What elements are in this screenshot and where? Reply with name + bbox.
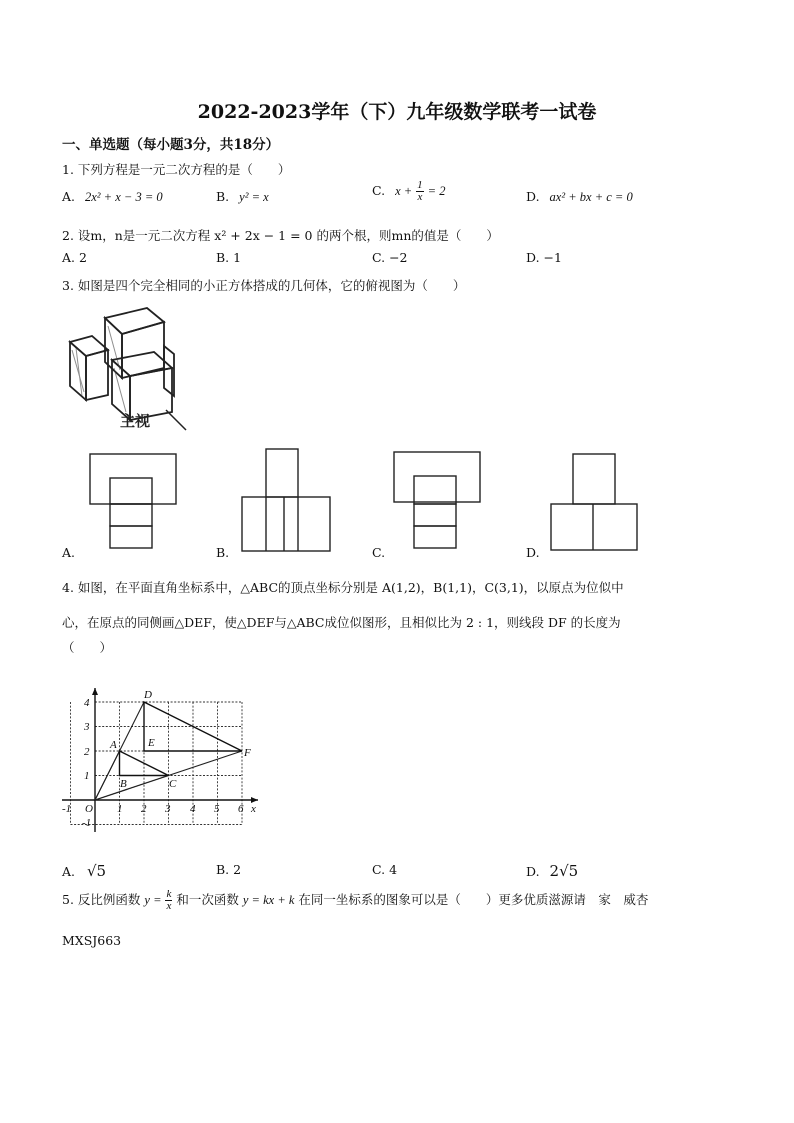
point-c-label: C bbox=[169, 778, 177, 790]
y-tick-neg1: -1 bbox=[82, 817, 92, 829]
y-tick-3: 3 bbox=[84, 721, 90, 733]
q3-option-b-figure bbox=[236, 445, 336, 555]
q3-option-a-label: A. bbox=[62, 545, 76, 560]
origin-label: O bbox=[85, 803, 93, 815]
q1-fraction-numerator: 1 bbox=[417, 179, 423, 191]
question-3-stem: 3. 如图是四个完全相同的小正方体搭成的几何体，它的俯视图为（ ） bbox=[62, 278, 466, 293]
q1-option-a bbox=[62, 189, 163, 205]
q4-option-c: C. 4 bbox=[372, 862, 398, 877]
q2-option-a: A. 2 bbox=[62, 250, 87, 265]
q3-option-c-figure bbox=[388, 448, 488, 553]
question-4-stem-line2: 心，在原点的同侧画△DEF，使△DEF与△ABC成位似图形，且相似比为 2 : 1，则线段 DF 的长度为 bbox=[62, 615, 621, 630]
question-2-stem: 2. 设m，n是一元二次方程 x² + 2x − 1 = 0 的两个根，则mn的值是（ ） bbox=[62, 228, 499, 243]
q4-coordinate-graph bbox=[58, 666, 268, 836]
x-tick-3: 3 bbox=[165, 803, 171, 815]
question-4-stem-line1: 4. 如图，在平面直角坐标系中，△ABC的顶点坐标分别是 A(1,2)，B(1,1)，C(3,1)，以原点为位似中 bbox=[62, 580, 624, 595]
q1-option-a-text: 2x² + x − 3 = 0 bbox=[85, 190, 163, 204]
point-f-label: F bbox=[244, 747, 251, 759]
question-5-stem bbox=[62, 889, 648, 912]
q4-option-a-text: √5 bbox=[87, 862, 107, 880]
x-tick-5: 5 bbox=[214, 803, 220, 815]
y-tick-2: 2 bbox=[84, 746, 90, 758]
point-a-label: A bbox=[110, 739, 117, 751]
q5-stem-middle: 和一次函数 bbox=[176, 892, 239, 907]
q1-option-a-label: A. bbox=[62, 189, 76, 204]
q5-fraction-denominator: x bbox=[166, 900, 172, 912]
q1-option-d bbox=[526, 189, 633, 205]
x-axis-label: x bbox=[251, 803, 256, 815]
q4-option-a bbox=[62, 862, 106, 880]
section-heading: 一、单选题（每小题3分，共18分） bbox=[62, 137, 280, 153]
q5-function-y: y = bbox=[144, 893, 162, 907]
q3-option-a-figure bbox=[84, 448, 184, 553]
question-1-stem: 1. 下列方程是一元二次方程的是（ ） bbox=[62, 162, 291, 177]
front-view-label: 主视 bbox=[120, 414, 151, 430]
question-4-stem-line3: （ ） bbox=[62, 640, 113, 655]
q1-option-c-pre: x + bbox=[395, 184, 413, 198]
q2-option-c: C. −2 bbox=[372, 250, 408, 265]
q1-option-c bbox=[372, 180, 445, 203]
q4-option-a-label: A. bbox=[62, 864, 76, 879]
q3-option-c-label: C. bbox=[372, 545, 386, 560]
point-d-label: D bbox=[144, 689, 152, 701]
q1-option-b bbox=[216, 189, 269, 205]
q1-option-c-label: C. bbox=[372, 183, 386, 198]
q5-fraction bbox=[165, 889, 172, 912]
q5-linear-function: y = kx + k bbox=[242, 893, 295, 907]
y-tick-4: 4 bbox=[84, 697, 90, 709]
q3-option-d-label: D. bbox=[526, 545, 540, 560]
q2-option-d: D. −1 bbox=[526, 250, 562, 265]
q3-option-b-label: B. bbox=[216, 545, 230, 560]
x-tick-4: 4 bbox=[190, 803, 196, 815]
q5-fraction-numerator: k bbox=[166, 888, 172, 900]
q1-option-b-label: B. bbox=[216, 189, 230, 204]
q4-option-d-text: 2√5 bbox=[549, 862, 579, 880]
x-tick-1: 1 bbox=[117, 803, 123, 815]
y-tick-1: 1 bbox=[84, 770, 90, 782]
q1-option-b-text: y² = x bbox=[239, 190, 269, 204]
q5-stem-prefix: 5. 反比例函数 bbox=[62, 892, 141, 907]
cube-solid-figure bbox=[62, 300, 202, 435]
q4-option-d bbox=[526, 862, 578, 880]
x-tick-2: 2 bbox=[141, 803, 147, 815]
page-title: 2022-2023学年（下）九年级数学联考一试卷 bbox=[197, 101, 597, 123]
q3-option-d-figure bbox=[545, 448, 645, 553]
q1-option-d-label: D. bbox=[526, 189, 540, 204]
q1-option-c-post: = 2 bbox=[427, 184, 446, 198]
x-tick-6: 6 bbox=[238, 803, 244, 815]
q2-option-b: B. 1 bbox=[216, 250, 242, 265]
q1-option-d-text: ax² + bx + c = 0 bbox=[549, 190, 633, 204]
x-tick-neg1: -1 bbox=[62, 803, 72, 815]
q5-stem-line2: MXSJ663 bbox=[62, 933, 122, 948]
q1-option-c-fraction bbox=[416, 180, 424, 203]
q4-option-d-label: D. bbox=[526, 864, 540, 879]
q1-fraction-denominator: x bbox=[417, 191, 423, 203]
point-b-label: B bbox=[120, 778, 127, 790]
q5-stem-suffix: 在同一坐标系的图象可以是（ ）更多优质滋源请 家 威杏 bbox=[298, 892, 649, 907]
q4-option-b: B. 2 bbox=[216, 862, 242, 877]
point-e-label: E bbox=[148, 737, 155, 749]
